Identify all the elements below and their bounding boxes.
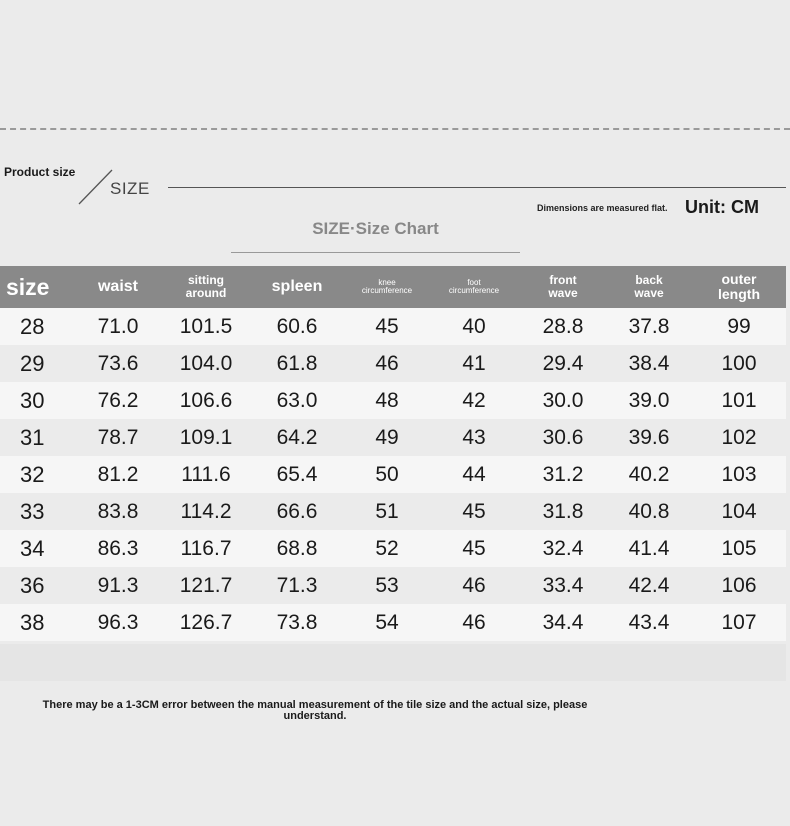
measurement-cell: 40.8 [606, 493, 692, 530]
column-header [0, 266, 72, 308]
column-header-text: length [718, 286, 760, 302]
measurement-cell: 30.0 [520, 382, 606, 419]
size-cell: 28 [0, 308, 72, 345]
measurement-cell: 43 [428, 419, 520, 456]
measurement-cell: 42 [428, 382, 520, 419]
product-size-label: Product size [4, 165, 76, 179]
column-header-text: waist [97, 277, 138, 295]
measurement-cell: 107 [692, 604, 786, 641]
column-header-text: sitting [188, 273, 224, 288]
chart-title-rule [231, 252, 520, 253]
measurement-cell: 31.8 [520, 493, 606, 530]
measurement-error-note: There may be a 1-3CM error between the manual measurement of the tile size and the actual size, please understand. [42, 699, 588, 722]
measurement-cell: 83.8 [72, 493, 164, 530]
measurement-cell: 29.4 [520, 345, 606, 382]
unit-label: Unit: CM [685, 197, 759, 217]
measurement-cell: 105 [692, 530, 786, 567]
table-header-row [0, 266, 786, 308]
measurement-cell: 37.8 [606, 308, 692, 345]
measurement-cell: 45 [346, 308, 428, 345]
measurement-cell: 39.0 [606, 382, 692, 419]
measurement-cell: 102 [692, 419, 786, 456]
measurement-cell: 53 [346, 567, 428, 604]
column-header [248, 266, 346, 308]
measurement-cell: 43.4 [606, 604, 692, 641]
size-cell: 33 [0, 493, 72, 530]
column-header-text: wave [548, 286, 578, 300]
size-cell: 36 [0, 567, 72, 604]
measurement-cell: 28.8 [520, 308, 606, 345]
column-header-text: size [6, 273, 50, 300]
size-heading-rule [168, 187, 786, 188]
measurement-cell: 86.3 [72, 530, 164, 567]
measurement-cell: 71.0 [72, 308, 164, 345]
measurement-cell: 78.7 [72, 419, 164, 456]
dimensions-note: Dimensions are measured flat. [537, 203, 668, 213]
size-cell: 29 [0, 345, 72, 382]
measurement-cell: 111.6 [164, 456, 248, 493]
measurement-cell: 52 [346, 530, 428, 567]
dashed-divider [0, 128, 790, 130]
measurement-cell: 63.0 [248, 382, 346, 419]
table-row [0, 382, 786, 419]
table-row [0, 308, 786, 345]
measurement-cell: 114.2 [164, 493, 248, 530]
column-header [606, 266, 692, 308]
measurement-cell: 76.2 [72, 382, 164, 419]
measurement-cell: 109.1 [164, 419, 248, 456]
measurement-cell: 61.8 [248, 345, 346, 382]
column-header [520, 266, 606, 308]
column-header-text: foot [467, 277, 481, 287]
column-header-text: spleen [271, 277, 323, 295]
column-header [164, 266, 248, 308]
measurement-cell: 99 [692, 308, 786, 345]
measurement-cell: 91.3 [72, 567, 164, 604]
measurement-cell: 100 [692, 345, 786, 382]
measurement-cell: 38.4 [606, 345, 692, 382]
column-header [72, 266, 164, 308]
table-row [0, 567, 786, 604]
measurement-cell: 71.3 [248, 567, 346, 604]
table-row [0, 530, 786, 567]
table-row [0, 419, 786, 456]
measurement-cell: 73.6 [72, 345, 164, 382]
measurement-cell: 104.0 [164, 345, 248, 382]
column-header [346, 266, 428, 308]
chart-title: SIZE·Size Chart [312, 219, 439, 238]
measurement-cell: 50 [346, 456, 428, 493]
size-cell: 34 [0, 530, 72, 567]
column-header-text: circumference [448, 286, 500, 295]
measurement-cell: 32.4 [520, 530, 606, 567]
measurement-cell: 64.2 [248, 419, 346, 456]
column-header-text: circumference [361, 286, 413, 295]
measurement-cell: 40 [428, 308, 520, 345]
measurement-cell: 31.2 [520, 456, 606, 493]
column-header-text: front [549, 273, 577, 288]
measurement-cell: 73.8 [248, 604, 346, 641]
column-header-text: wave [634, 286, 664, 300]
column-header [692, 266, 786, 308]
column-header-text: outer [721, 271, 757, 288]
measurement-cell: 48 [346, 382, 428, 419]
table-row [0, 493, 786, 530]
measurement-cell: 121.7 [164, 567, 248, 604]
table-row [0, 456, 786, 493]
measurement-cell: 40.2 [606, 456, 692, 493]
column-header-text: knee [378, 277, 396, 287]
size-heading: SIZE [110, 179, 150, 198]
measurement-cell: 96.3 [72, 604, 164, 641]
measurement-cell: 30.6 [520, 419, 606, 456]
measurement-cell: 65.4 [248, 456, 346, 493]
measurement-cell: 45 [428, 493, 520, 530]
measurement-cell: 44 [428, 456, 520, 493]
measurement-cell: 34.4 [520, 604, 606, 641]
measurement-cell: 106.6 [164, 382, 248, 419]
measurement-cell: 46 [428, 604, 520, 641]
measurement-cell: 33.4 [520, 567, 606, 604]
column-header-text: around [185, 286, 227, 300]
size-cell: 30 [0, 382, 72, 419]
measurement-cell: 46 [346, 345, 428, 382]
measurement-cell: 81.2 [72, 456, 164, 493]
size-cell: 32 [0, 456, 72, 493]
measurement-cell: 126.7 [164, 604, 248, 641]
measurement-cell: 42.4 [606, 567, 692, 604]
measurement-cell: 103 [692, 456, 786, 493]
measurement-cell: 54 [346, 604, 428, 641]
measurement-cell: 46 [428, 567, 520, 604]
measurement-cell: 51 [346, 493, 428, 530]
measurement-cell: 41 [428, 345, 520, 382]
measurement-cell: 49 [346, 419, 428, 456]
measurement-cell: 41.4 [606, 530, 692, 567]
size-cell: 31 [0, 419, 72, 456]
table-row [0, 345, 786, 382]
size-cell: 38 [0, 604, 72, 641]
measurement-cell: 116.7 [164, 530, 248, 567]
measurement-cell: 45 [428, 530, 520, 567]
column-header-text: back [635, 273, 663, 288]
measurement-cell: 66.6 [248, 493, 346, 530]
measurement-cell: 101.5 [164, 308, 248, 345]
table-empty-row [0, 644, 786, 681]
measurement-cell: 104 [692, 493, 786, 530]
measurement-cell: 68.8 [248, 530, 346, 567]
measurement-cell: 101 [692, 382, 786, 419]
measurement-cell: 39.6 [606, 419, 692, 456]
table-row [0, 604, 786, 641]
size-table [0, 266, 786, 641]
measurement-cell: 60.6 [248, 308, 346, 345]
measurement-cell: 106 [692, 567, 786, 604]
column-header [428, 266, 520, 308]
